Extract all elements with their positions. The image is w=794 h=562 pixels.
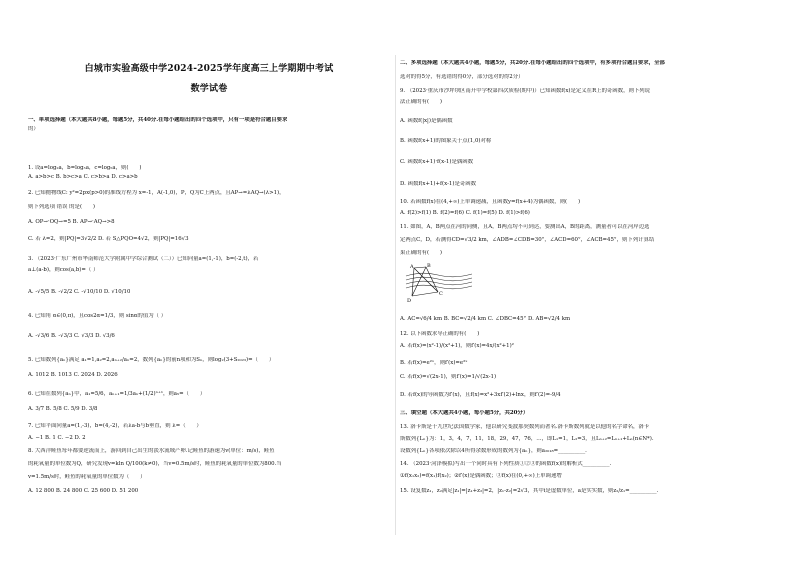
question-12-option-b: B. 若f(x)=e²ˣ，则f′(x)=e²ˣ: [400, 360, 468, 366]
question-11-cont: 定两点C，D，若测得CD=√3/2 km，∠ADB=∠CDB=30°，∠ACD=60°，∠ACB=45°，则下列计算结: [400, 237, 655, 243]
question-11-options: A. AC=√6/4 km B. BC=√2/4 km C. ∠DBC=45° D. AB=√2/4 km: [400, 316, 571, 322]
question-14-cont: ①f(x₁x₂)=f(x₁)f(x₂)；②f′(x)是偶函数；③f(x)在(0,+∞)上单调递增: [400, 473, 562, 479]
exam-subtitle: 数学试卷: [190, 84, 228, 94]
question-11: 11. 如图，A，B两点在河的同侧，且A，B两点均不可到达，要测出A，B的距离，测量者可以在河岸边选: [400, 224, 650, 230]
question-12-option-c: C. 若f(x)=√(2x-1)，则f′(x)=1/√(2x-1): [400, 374, 497, 380]
question-4-options: A. -√3/6 B. -√3/3 C. √3/3 D. √3/6: [28, 333, 115, 339]
section-heading-multi-cont: 选对的得5分，有选错的得0分，部分选对的得2分）: [400, 74, 524, 80]
question-12: 12. 以下函数求导正确的有( ): [400, 331, 480, 337]
question-5: 5. 已知数列{aₙ}满足 a₁=1,a₂=2,aₙ₊₂/aₙ=2，数列{aₙ}的前n项和为Sₙ，则log₂(3+S₂₀₂₃)=（ ）: [28, 357, 275, 363]
question-9-option-c: C. 函数f(x+1)·f(x-1)是偶函数: [400, 159, 474, 165]
question-8: 8. 大西洋鲑鱼每年都要逆流而上，游回到自己出生的淡水流域产卵.记鲑鱼的游速为v(单位：m/s)，鲑鱼: [28, 448, 275, 454]
section-heading-cont: 的）: [28, 126, 39, 132]
question-13-cont: 斯数列{Lₙ}为：1，3，4，7，11，18，29，47，76，…，即L₁=1，L₂=3，且Lₙ₊₂=Lₙ₊₁+Lₙ(n∈N*).: [400, 436, 654, 442]
question-2-options-cd: C. 若 λ=2，则|PQ|=3√2/2 D. 若 S△PQO=4√2，则|PQ|=16√3: [28, 236, 189, 242]
question-12-option-d: D. 若f(x)的导函数为f′(x)，且f(x)=x²+3xf′(2)+lnx，则f′(2)=-9/4: [400, 392, 561, 398]
figure-label-d: D: [407, 298, 412, 304]
question-8-cont2: v=1.5m/s时，鲑鱼的耗氧量的单位数为（ ）: [28, 474, 146, 480]
question-9: 9. （2023·重庆市沙坪坝区南开中学校第四次质检(期中)）已知函数f(x)是定义在R上的奇函数，则下列说: [400, 88, 651, 94]
question-11-cont2: 果正确的有( ): [400, 250, 442, 256]
figure-label-b: B: [427, 263, 431, 269]
question-2-options-ab: A. OP→·OQ→=5 B. AP→·AQ→>8: [28, 219, 115, 225]
question-8-options: A. 12 800 B. 24 800 C. 25 600 D. 51 200: [28, 488, 139, 494]
question-14: 14. （2023·菏泽模拟)写出一个同时具有下列性质①②③的函数f(x)的解析式__________.: [400, 461, 612, 467]
question-1: 1. 设a=log₂a，b=log₃a，c=log₅a，则( ): [28, 165, 142, 171]
question-12-option-a: A. 若f(x)=(x²-1)/(x²+1)，则f′(x)=4x/(x²+1)²: [400, 343, 514, 349]
question-13-cont2: 设数列{Lₙ}各项依次除以4所得余数形成的数列为{aₙ}，则a₂₀₁₈=__________.: [400, 448, 587, 454]
question-13: 13. 洛卡斯是十九世纪法国数学家，他以研究斐波那契数列而著名.洛卡斯数列就是以他的名字命名，洛卡: [400, 424, 650, 430]
question-10-options: A. f(2)>f(1) B. f(2)=f(6) C. f(1)=f(5) D. f(1)>f(6): [400, 210, 530, 216]
question-9-cont: 法正确的有( ): [400, 99, 442, 105]
section-heading-single-choice: 一、单项选择题（本大题共8小题，每题5分，共40分.在每小题给出的四个选项中，只有一项是符合题目要求: [28, 117, 288, 123]
column-divider: [395, 55, 396, 535]
question-8-cont: 的耗氧量的单位数为Q，研究发现v=kln Q/100(k≠0)，当v=0.5m/s时，鲑鱼的耗氧量的单位数为800.当: [28, 461, 282, 467]
question-2-cont: 则下列选项 错误 的是( ): [28, 204, 95, 210]
section-heading-multi-choice: 二、多项选择题（本大题共4小题，每题5分，共20分.在每小题给出的四个选项中，有多项符合题目要求，全部: [400, 60, 665, 66]
question-4: 4. 已知角 α∈(0,π)，且cos2α=1/3，则 sinα的值为（ ）: [28, 313, 167, 319]
question-3-cont: a⊥(a-b)，则cos⟨a,b⟩=（ ）: [28, 267, 99, 273]
question-9-option-a: A. 函数f(|x|)是偶函数: [400, 118, 453, 124]
question-9-option-d: D. 函数f(x+1)+f(x-1)是奇函数: [400, 181, 477, 187]
question-3: 3. （2023·广东广州市华南师范大学附属中学综合测试（二））已知向量a=(1,-1)，b=(-2,t)，若: [28, 256, 259, 262]
river-figure: [404, 262, 474, 304]
figure-label-a: A: [410, 264, 414, 270]
question-10: 10. 若函数f(x)在(4,+∞)上单调递减，且函数y=f(x+4)为偶函数，则( ): [400, 199, 581, 205]
exam-title: 白城市实验高级中学2024-2025学年度高三上学期期中考试: [84, 64, 334, 74]
question-7: 7. 已知平面向量a=(1,-3)，b=(4,-2)，若λa-b与b垂直，则 λ=（ ）: [28, 423, 202, 429]
figure-label-c: C: [439, 291, 443, 297]
question-9-option-b: B. 函数f(x+1)的图象关于点(1,0)对称: [400, 138, 492, 144]
question-15: 15. 设复数z₁，z₂满足|z₁|=|z₁+z₂|=2，|z₁-z₂|=2√3，其中i是虚数单位，a是实实数，则z₂/z₁=__________.: [400, 488, 659, 494]
question-2: 2. 已知抛物线C: y²=2px(p>0)的准线方程为 x=-1，A(-1,0)，P，Q为C上两点，且AP→=λAQ→(λ>1)，: [28, 190, 285, 196]
question-3-options: A. -√5/5 B. -√2/2 C. -√10/10 D. √10/10: [28, 289, 131, 295]
question-1-options: A. a>b>c B. b>c>a C. c>b>a D. c>a>b: [28, 174, 138, 180]
section-heading-fill-blank: 三、填空题（本大题共4小题，每小题5分，共20分）: [400, 410, 529, 416]
question-6-options: A. 3/7 B. 5/8 C. 5/9 D. 3/8: [28, 406, 98, 412]
question-7-options: A. −1 B. 1 C. −2 D. 2: [28, 435, 86, 441]
question-6: 6. 已知在数列{aₙ}中，a₁=5/6，aₙ₊₁=1/3aₙ+(1/2)ⁿ⁺¹，则a₅=（ ）: [28, 391, 206, 397]
question-5-options: A. 1012 B. 1013 C. 2024 D. 2026: [28, 372, 118, 378]
